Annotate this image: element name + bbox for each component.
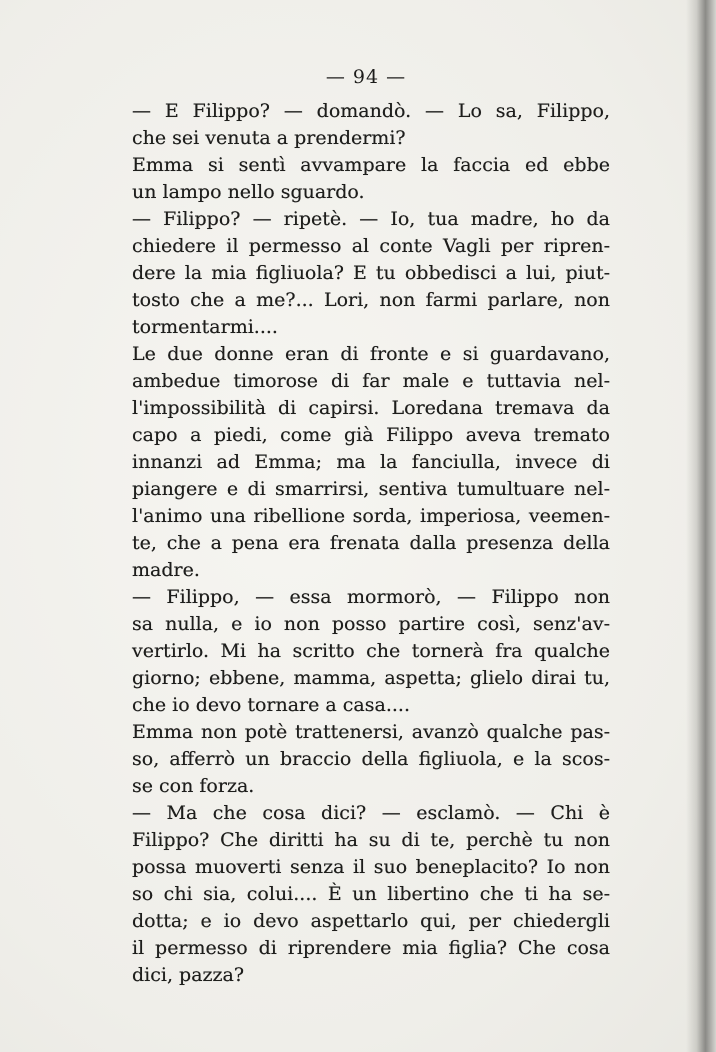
text-line: Emma non potè trattenersi, avanzò qualche pas- [132,721,610,743]
text-line: — Filippo, — essa mormorò, — Filippo non [132,586,610,608]
text-line: se con forza. [132,775,255,797]
text-line: — Filippo? — ripetè. — Io, tua madre, ho da [132,208,610,230]
text-line: che io devo tornare a casa.... [132,694,410,716]
text-line: il permesso di riprendere mia figlia? Che cosa [132,937,610,959]
text-line: innanzi ad Emma; ma la fanciulla, invece di [132,451,610,473]
page-number: — 94 — [325,66,407,88]
text-line: so chi sia, colui.... È un libertino che ti ha se- [132,883,610,905]
text-line: possa muoverti senza il suo beneplacito? Io non [132,856,610,878]
text-line: Filippo? Che diritti ha su di te, perchè tu non [132,829,610,851]
text-line: tosto che a me?... Lori, non farmi parlare, non [132,289,610,311]
text-line: dotta; e io devo aspettarlo qui, per chiedergli [132,910,610,932]
text-line: l'animo una ribellione sorda, imperiosa, veemen- [132,505,610,527]
text-line: Le due donne eran di fronte e si guardavano, [132,343,610,365]
body-text [132,98,610,989]
text-line: so, afferrò un braccio della figliuola, e la scos- [132,748,610,770]
text-line: ambedue timorose di far male e tuttavia nel- [132,370,610,392]
text-line: l'impossibilità di capirsi. Loredana tremava da [132,397,610,419]
text-line: dere la mia figliuola? E tu obbedisci a lui, piut- [132,262,610,284]
text-line: giorno; ebbene, mamma, aspetta; glielo dirai tu, [132,667,610,689]
text-line: piangere e di smarrirsi, sentiva tumultuare nel- [132,478,610,500]
book-spine-shadow [686,0,716,1052]
text-line: chiedere il permesso al conte Vagli per ripren- [132,235,610,257]
text-line: che sei venuta a prendermi? [132,127,406,149]
text-line: te, che a pena era frenata dalla presenza della [132,532,610,554]
text-line: — Ma che cosa dici? — esclamò. — Chi è [132,802,610,824]
text-line: vertirlo. Mi ha scritto che tornerà fra qualche [132,640,610,662]
text-line: Emma si sentì avvampare la faccia ed ebbe [132,154,610,176]
text-line: sa nulla, e io non posso partire così, senz'av- [132,613,610,635]
text-line: tormentarmi.... [132,316,278,338]
text-line: un lampo nello sguardo. [132,181,365,203]
text-line: madre. [132,559,200,581]
text-line: — E Filippo? — domandò. — Lo sa, Filippo, [132,100,610,122]
text-line: capo a piedi, come già Filippo aveva tremato [132,424,610,446]
text-line: dici, pazza? [132,964,245,986]
